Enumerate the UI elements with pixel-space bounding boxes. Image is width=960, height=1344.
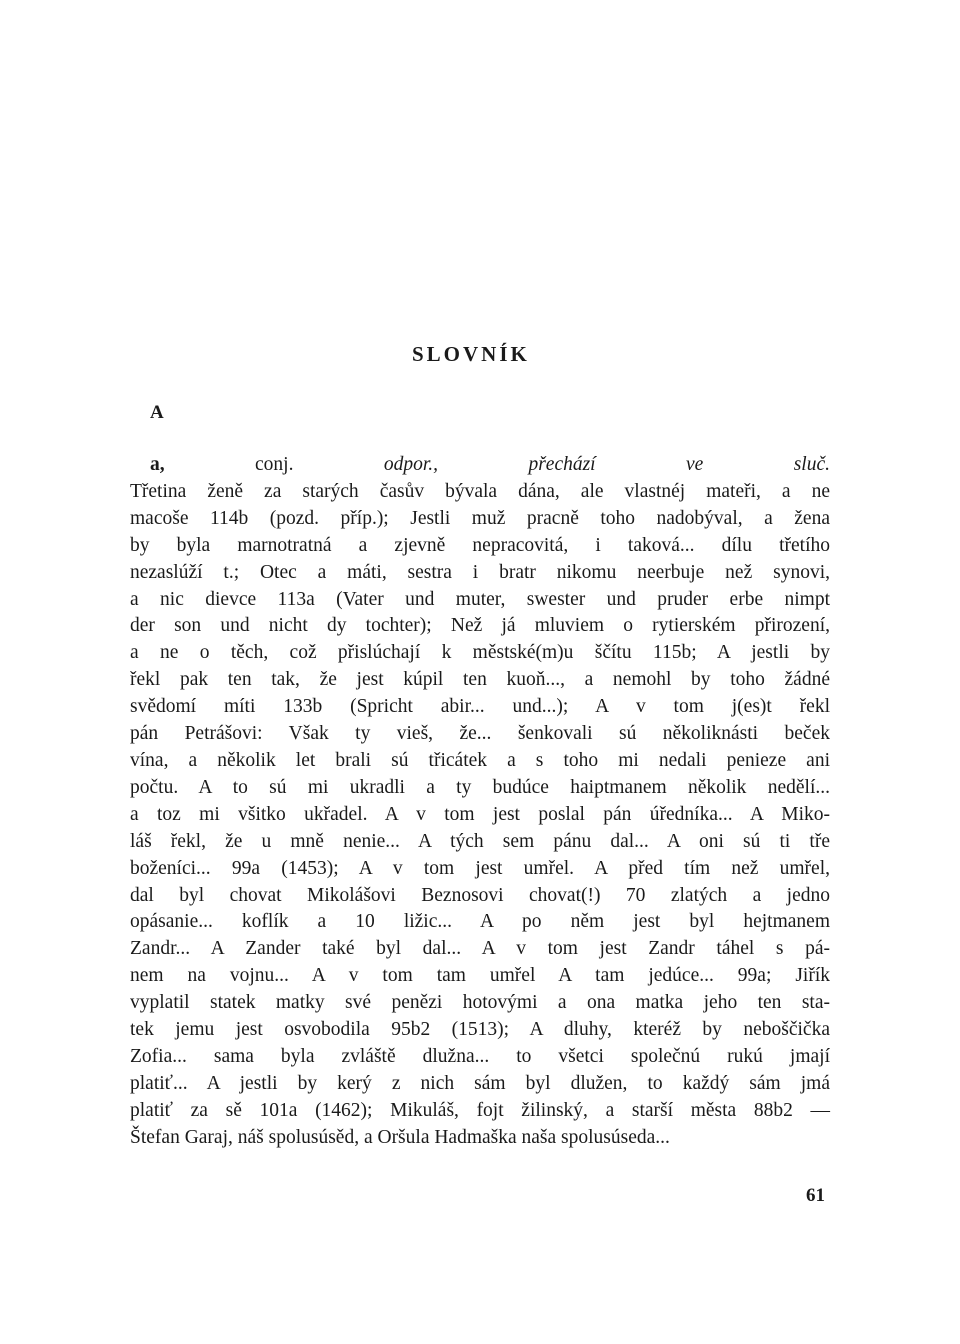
entry-line: macoše 114b (pozd. příp.); Jestli muž pracně toho nadobýval, a žena (130, 507, 830, 529)
entry-line: láš řekl, že u mně nenie... A tých sem pánu dal... A oni sú ti tře (130, 830, 830, 852)
entry-line: der son und nicht dy tochter); Než já mluviem o rytierském přirození, (130, 615, 830, 637)
entry-line: počtu. A to sú mi ukradli a ty budúce haiptmanem několik nedělí... (130, 776, 830, 798)
entry-line: řekl pak ten tak, že jest kúpil ten kuoň..., a nemohl by toho žádné (130, 669, 830, 691)
entry-line: Zandr... A Zander také byl dal... A v tom jest Zandr táhel s pá- (130, 938, 830, 960)
entry-line: dal byl chovat Mikolášovi Beznosovi chovat(!) 70 zlatých a jedno (130, 884, 830, 906)
section-letter: A (150, 402, 164, 423)
entry-line: Třetina ženě za starých časův bývala dána, ale vlastnéj mateři, a ne (130, 480, 830, 502)
entry-line: svědomí míti 133b (Spricht abir... und...); A v tom j(es)t řekl (130, 696, 830, 718)
entry-headword: a, (150, 454, 165, 475)
entry-line: a nic dievce 113a (Vater und muter, swester und pruder erbe nimpt (130, 588, 830, 610)
entry-line: a toz mi všitko ukřadel. A v tom jest poslal pán úředníka... A Miko- (130, 803, 830, 825)
entry-line: platiť za sě 101a (1462); Mikuláš, fojt žilinský, a starší města 88b2 — (130, 1099, 830, 1121)
entry-line: by byla marnotratná a zjevně nepracovitá, i taková... dílu třetího (130, 534, 830, 556)
entry-line: vyplatil statek matky své penězi hotovými a ona matka jeho ten sta- (130, 992, 830, 1014)
entry-line: Štefan Garaj, náš spolusúsěd, a Oršula Hadmaška naša spolusúseda... (130, 1126, 670, 1148)
entry-body (130, 479, 830, 1152)
entry-line: boženíci... 99a (1453); A v tom jest umřel. A před tím než umřel, (130, 857, 830, 879)
entry-line: Zofia... sama byla zvláště dlužna... to všetci společnú rukú jmají (130, 1045, 830, 1067)
entry-line: nezaslúží t.; Otec a máti, sestra i bratr nikomu neerbuje než synovi, (130, 561, 830, 583)
page-number: 61 (806, 1185, 825, 1206)
entry-line: nem na vojnu... A v tom tam umřel A tam jedúce... 99a; Jiřík (130, 965, 830, 987)
entry-headline (130, 452, 830, 479)
page-title: SLOVNÍK (412, 342, 530, 366)
entry-grammar-note: odpor., přechází ve sluč. (383, 454, 830, 475)
entry-line: opásanie... koflík a 10 ližic... A po něm jest byl hejtmanem (130, 911, 830, 933)
entry-grammar-prefix: conj. (164, 454, 384, 475)
entry-line: a ne o těch, což přislúchají k městské(m)u ščítu 115b; A jestli by (130, 642, 830, 664)
dictionary-entry (130, 452, 830, 1152)
entry-line: pán Petrášovi: Však ty vieš, že... šenkovali sú několiknásti beček (130, 723, 830, 745)
entry-line: platiť... A jestli by kerý z nich sám byl dlužen, to každý sám jmá (130, 1072, 830, 1094)
entry-line: tek jemu jest osvobodila 95b2 (1513); A dluhy, kteréž by neboščička (130, 1019, 830, 1041)
entry-line: vína, a několik let brali sú třicátek a s toho mi nedali penieze ani (130, 749, 830, 771)
